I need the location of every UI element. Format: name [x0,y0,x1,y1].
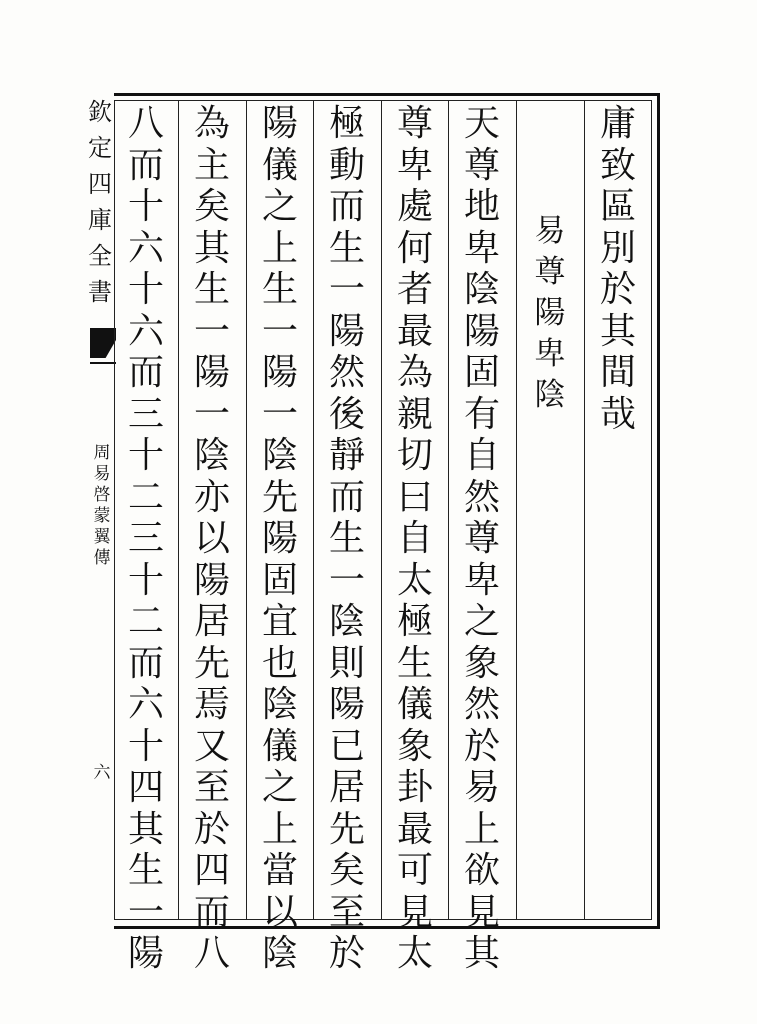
column-text [127,103,164,978]
text-column-8 [115,103,177,978]
glyph: 庫 [88,206,112,234]
glyph: 陰 [328,601,365,642]
glyph: 至 [193,767,230,808]
glyph: 太 [396,933,433,974]
glyph: 蒙 [93,506,111,526]
glyph: 生 [261,269,298,310]
glyph: 親 [396,393,433,435]
glyph: 固 [261,559,298,601]
glyph: 十 [127,269,164,310]
glyph: 於 [463,725,500,767]
column-text [261,103,298,978]
glyph: 宜 [261,601,298,642]
glyph: 最 [396,808,433,850]
glyph: 四 [127,767,164,808]
glyph: 書 [88,278,112,306]
glyph: 陰 [534,377,566,413]
glyph: 庸 [599,103,636,144]
glyph: 可 [396,850,433,891]
glyph: 尊 [463,144,500,186]
glyph: 易 [93,464,111,484]
glyph: 欽 [88,98,112,126]
glyph: 靜 [328,435,365,476]
glyph: 而 [127,642,164,684]
fish-tail-line [90,362,116,364]
glyph: 地 [463,186,500,227]
glyph: 尊 [463,518,500,559]
glyph: 自 [396,518,433,559]
glyph: 見 [463,891,500,933]
glyph: 動 [328,144,365,186]
glyph: 之 [463,601,500,642]
glyph: 八 [127,103,164,144]
glyph: 陽 [534,295,566,331]
glyph: 先 [193,642,230,684]
glyph: 處 [396,186,433,227]
column-text [463,103,500,978]
glyph: 間 [599,352,636,393]
glyph: 儀 [261,144,298,186]
text-column-1 [585,103,651,438]
glyph: 天 [463,103,500,144]
glyph: 儀 [396,684,433,725]
glyph: 陽 [127,933,164,974]
glyph: 有 [463,393,500,435]
glyph: 居 [328,767,365,808]
glyph: 然 [463,476,500,518]
glyph: 一 [193,393,230,435]
glyph: 陽 [193,559,230,601]
glyph: 自 [463,435,500,476]
glyph: 生 [328,227,365,269]
glyph: 陰 [261,933,298,974]
glyph: 於 [328,933,365,974]
glyph: 陽 [193,352,230,393]
glyph: 陽 [463,310,500,352]
glyph: 其 [599,310,636,352]
glyph: 先 [328,808,365,850]
glyph: 定 [88,134,112,162]
glyph: 為 [193,103,230,144]
column-text [193,103,230,978]
column-text [534,213,566,421]
glyph: 然 [328,352,365,393]
column-text [328,103,365,978]
glyph: 別 [599,227,636,269]
glyph: 其 [463,933,500,974]
glyph: 啓 [93,485,111,505]
glyph: 矣 [328,850,365,891]
glyph: 儀 [261,725,298,767]
glyph: 六 [127,684,164,725]
glyph: 卑 [463,227,500,269]
text-column-4 [382,103,448,978]
glyph: 後 [328,393,365,435]
glyph: 六 [93,763,111,783]
glyph: 已 [328,725,365,767]
glyph: 周 [93,443,111,463]
glyph: 十 [127,186,164,227]
glyph: 易 [463,767,500,808]
edge-title [88,100,112,316]
glyph: 陽 [261,518,298,559]
page-number-text [94,765,111,786]
glyph: 三 [127,393,164,435]
glyph: 固 [463,352,500,393]
margin-title [92,445,112,571]
glyph: 生 [127,850,164,891]
glyph: 其 [127,808,164,850]
glyph: 致 [599,144,636,186]
glyph: 切 [396,435,433,476]
glyph: 而 [127,352,164,393]
glyph: 生 [328,518,365,559]
glyph: 陽 [328,310,365,352]
glyph: 卑 [534,336,566,372]
glyph: 四 [88,170,112,198]
glyph: 生 [193,269,230,310]
glyph: 卑 [396,144,433,186]
glyph: 尊 [396,103,433,144]
glyph: 而 [328,476,365,518]
glyph: 最 [396,310,433,352]
glyph: 其 [193,227,230,269]
glyph: 何 [396,227,433,269]
glyph: 居 [193,601,230,642]
glyph: 矣 [193,186,230,227]
glyph: 當 [261,850,298,891]
glyph: 翼 [93,527,111,547]
glyph: 一 [328,269,365,310]
glyph: 象 [396,725,433,767]
glyph: 欲 [463,850,500,891]
glyph: 則 [328,642,365,684]
glyph: 四 [193,850,230,891]
glyph: 十 [127,435,164,476]
glyph: 一 [127,891,164,933]
glyph: 於 [193,808,230,850]
glyph: 陽 [261,352,298,393]
glyph: 上 [463,808,500,850]
glyph: 全 [88,242,112,270]
glyph: 生 [396,642,433,684]
glyph: 卑 [463,559,500,601]
glyph: 於 [599,269,636,310]
column-text [396,103,433,978]
glyph: 又 [193,725,230,767]
glyph: 一 [261,310,298,352]
glyph: 易 [534,213,566,249]
glyph: 者 [396,269,433,310]
glyph: 卦 [396,767,433,808]
glyph: 陰 [463,269,500,310]
glyph: 極 [396,601,433,642]
text-column-6 [247,103,313,978]
glyph: 之 [261,186,298,227]
glyph: 上 [261,227,298,269]
glyph: 亦 [193,476,230,518]
text-column-7 [179,103,245,978]
glyph: 至 [328,891,365,933]
glyph: 八 [193,933,230,974]
glyph: 一 [328,559,365,601]
glyph: 十 [127,725,164,767]
glyph: 陽 [328,684,365,725]
glyph: 上 [261,808,298,850]
glyph: 為 [396,352,433,393]
glyph: 而 [193,891,230,933]
glyph: 之 [261,767,298,808]
margin-title-text [94,445,111,571]
page-number [92,765,112,786]
glyph: 陽 [261,103,298,144]
glyph: 先 [261,476,298,518]
glyph: 然 [463,684,500,725]
glyph: 三 [127,518,164,559]
glyph: 以 [193,518,230,559]
glyph: 見 [396,891,433,933]
glyph: 十 [127,559,164,601]
glyph: 象 [463,642,500,684]
section-heading-column [517,213,583,421]
glyph: 一 [193,310,230,352]
glyph: 陰 [193,435,230,476]
glyph: 區 [599,186,636,227]
column-text [599,103,636,438]
glyph: 而 [127,144,164,186]
glyph: 六 [127,310,164,352]
glyph: 陰 [261,684,298,725]
glyph: 極 [328,103,365,144]
glyph: 也 [261,642,298,684]
text-column-5 [314,103,380,978]
edge-title-text [88,100,112,316]
glyph: 傳 [93,548,111,568]
glyph: 主 [193,144,230,186]
glyph: 尊 [534,254,566,290]
glyph: 哉 [599,393,636,435]
glyph: 以 [261,891,298,933]
glyph: 六 [127,227,164,269]
glyph: 二 [127,601,164,642]
glyph: 而 [328,186,365,227]
text-column-3 [449,103,515,978]
glyph: 陰 [261,435,298,476]
glyph: 太 [396,559,433,601]
glyph: 二 [127,476,164,518]
glyph: 一 [261,393,298,435]
glyph: 曰 [396,476,433,518]
glyph: 焉 [193,684,230,725]
